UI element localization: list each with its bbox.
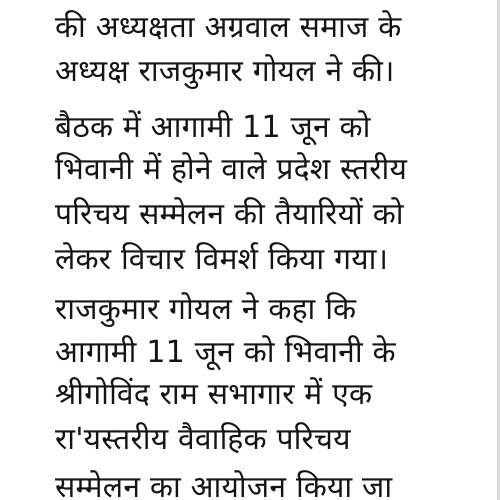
article-line-4: भिवानी में होने वाले प्रदेश स्तरीय — [55, 152, 408, 187]
article-line-11: सम्मेलन का आयोजन किया जा — [55, 470, 393, 500]
article-line-9: श्रीगोविंद राम सभागार में एक — [55, 377, 373, 412]
article-line-6: लेकर विचार विमर्श किया गया। — [55, 242, 389, 277]
article-line-8: आगामी 11 जून को भिवानी के — [55, 335, 396, 370]
article-line-1: की अध्यक्षता अग्रवाल समाज के — [55, 10, 402, 45]
article-line-10: रा'यस्तरीय वैवाहिक परिचय — [55, 422, 351, 457]
article-line-5: परिचय सम्मेलन की तैयारियों को — [55, 197, 404, 232]
article-line-7: राजकुमार गोयल ने कहा कि — [55, 292, 357, 327]
article-line-2: अध्यक्ष राजकुमार गोयल ने की। — [55, 54, 395, 89]
article-line-3: बैठक में आगामी 11 जून को — [55, 110, 371, 145]
